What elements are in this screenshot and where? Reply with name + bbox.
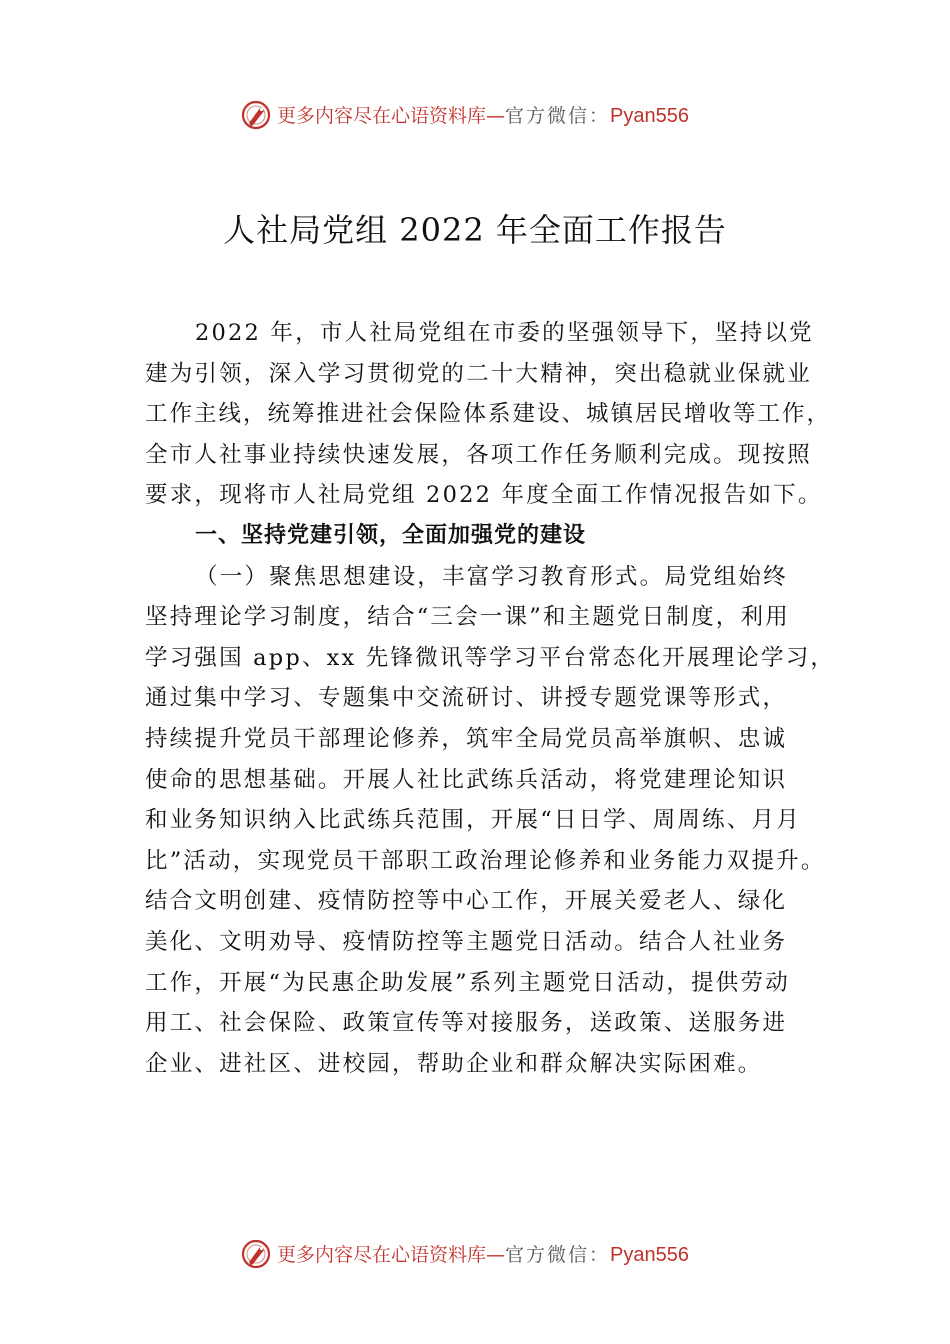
document-title: 人社局党组 2022 年全面工作报告 [223, 211, 727, 249]
banner-main-text: 更多内容尽在心语资料库— [277, 105, 506, 127]
paragraph-line: 企业、进社区、进校园，帮助企业和群众解决实际困难。 [145, 1050, 763, 1077]
paragraph-line: 建为引领，深入学习贯彻党的二十大精神，突出稳就业保就业 [145, 360, 812, 387]
document-body [145, 313, 835, 1084]
paragraph-line: 坚持理论学习制度，结合“三会一课”和主题党日制度，利用 [145, 604, 790, 631]
paragraph-line: 比”活动，实现党员干部职工政治理论修养和业务能力双提升。 [145, 847, 826, 874]
banner-wechat-label: 官方微信： [505, 105, 611, 127]
header-banner [0, 95, 950, 135]
paragraph-line: 工作主线，统筹推进社会保险体系建设、城镇居民增收等工作， [145, 401, 832, 428]
section-heading: 一、坚持党建引领，全面加强党的建设 [195, 522, 587, 548]
paragraph-line: 通过集中学习、专题集中交流研讨、讲授专题党课等形式， [145, 685, 788, 712]
banner-text [277, 1240, 689, 1267]
paragraph-line: 要求，现将市人社局党组 2022 年度全面工作情况报告如下。 [145, 482, 823, 509]
paragraph-line: 学习强国 app、xx 先锋微讯等学习平台常态化开展理论学习， [145, 644, 836, 671]
pen-nib-circle-icon [240, 1238, 272, 1270]
banner-wechat-id: Pyan556 [610, 1244, 689, 1266]
paragraph-line: 2022 年，市人社局党组在市委的坚强领导下，坚持以党 [195, 320, 814, 346]
paragraph-line: 工作，开展“为民惠企助发展”系列主题党日活动，提供劳动 [145, 969, 790, 996]
paragraph-line: 美化、文明劝导、疫情防控等主题党日活动。结合人社业务 [145, 928, 788, 955]
paragraph-line: 结合文明创建、疫情防控等中心工作，开展关爱老人、绿化 [145, 888, 788, 915]
paragraph-line: 持续提升党员干部理论修养，筑牢全局党员高举旗帜、忠诚 [145, 725, 788, 752]
paragraph-line: （一）聚焦思想建设，丰富学习教育形式。局党组始终 [195, 563, 788, 590]
banner-main-text: 更多内容尽在心语资料库— [277, 1244, 506, 1266]
paragraph-line: 全市人社事业持续快速发展，各项工作任务顺利完成。现按照 [145, 441, 812, 468]
banner-wechat-id: Pyan556 [610, 105, 689, 127]
paragraph-line: 和业务知识纳入比武练兵范围，开展“日日学、周周练、月月 [145, 807, 801, 834]
banner-wechat-label: 官方微信： [505, 1244, 611, 1266]
banner-text [277, 101, 689, 128]
footer-banner [0, 1234, 950, 1274]
paragraph-line: 用工、社会保险、政策宣传等对接服务，送政策、送服务进 [145, 1010, 788, 1037]
paragraph-line: 使命的思想基础。开展人社比武练兵活动，将党建理论知识 [145, 766, 788, 793]
pen-nib-circle-icon [240, 99, 272, 131]
